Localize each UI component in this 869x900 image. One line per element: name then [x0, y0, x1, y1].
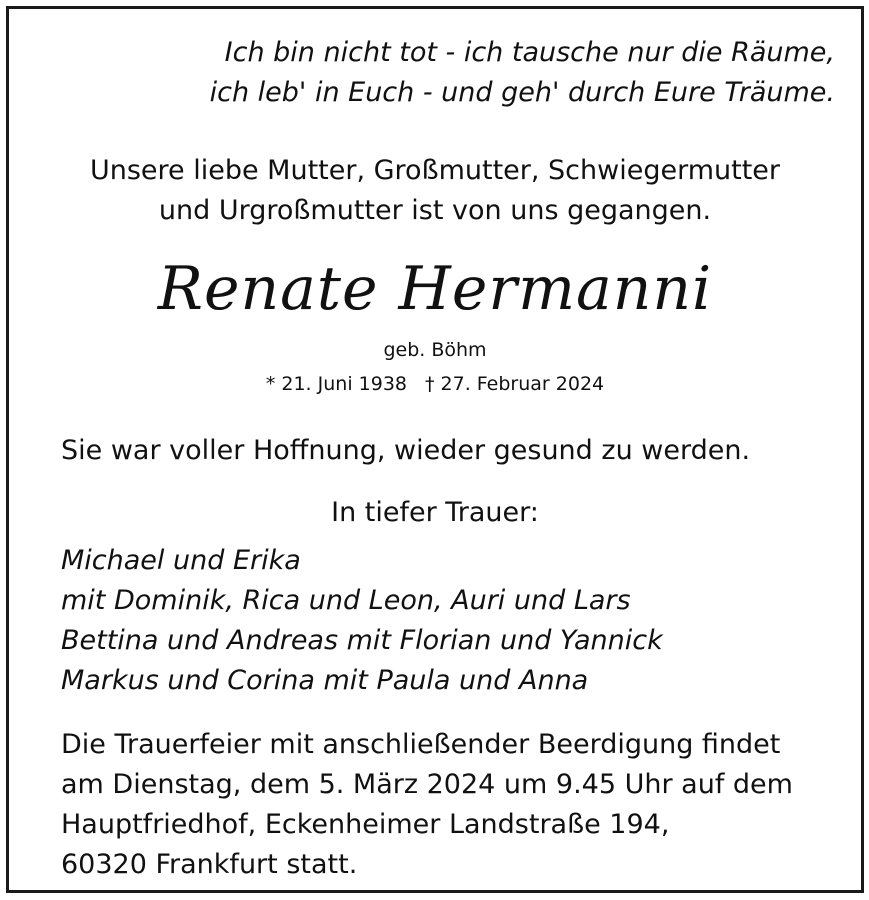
motto-line-2: ich leb' in Euch - und geh' durch Eure Träume. — [209, 77, 835, 108]
motto-line-1: Ich bin nicht tot - ich tausche nur die Räume, — [224, 37, 835, 68]
ceremony-line: Die Trauerfeier mit anschließender Beerdigung findet — [61, 729, 781, 760]
deceased-name: Renate Hermanni — [157, 254, 713, 324]
life-dates — [9, 371, 861, 397]
motto-quote — [210, 33, 835, 113]
family-list — [61, 541, 663, 701]
family-line: mit Dominik, Rica und Leon, Auri und Lars — [61, 585, 631, 616]
ceremony-line: Hauptfriedhof, Eckenheimer Landstraße 194, — [61, 809, 670, 840]
family-line: Michael und Erika — [61, 545, 301, 576]
hope-text: Sie war voller Hoffnung, wieder gesund zu werden. — [61, 435, 751, 466]
mourning-heading: In tiefer Trauer: — [331, 497, 539, 528]
intro-text — [9, 151, 861, 231]
death-date: † 27. Februar 2024 — [425, 373, 605, 395]
ceremony-info — [61, 725, 793, 885]
ceremony-line: am Dienstag, dem 5. März 2024 um 9.45 Uhr auf dem — [61, 769, 793, 800]
ceremony-line: 60320 Frankfurt statt. — [61, 849, 358, 880]
family-line: Markus und Corina mit Paula und Anna — [61, 665, 589, 696]
intro-line-1: Unsere liebe Mutter, Großmutter, Schwiegermutter — [89, 155, 781, 186]
obituary-frame — [6, 6, 864, 893]
intro-line-2: und Urgroßmutter ist von uns gegangen. — [158, 195, 712, 226]
birth-date: * 21. Juni 1938 — [265, 373, 407, 395]
birth-name: geb. Böhm — [383, 339, 487, 361]
family-line: Bettina und Andreas mit Florian und Yannick — [61, 625, 663, 656]
